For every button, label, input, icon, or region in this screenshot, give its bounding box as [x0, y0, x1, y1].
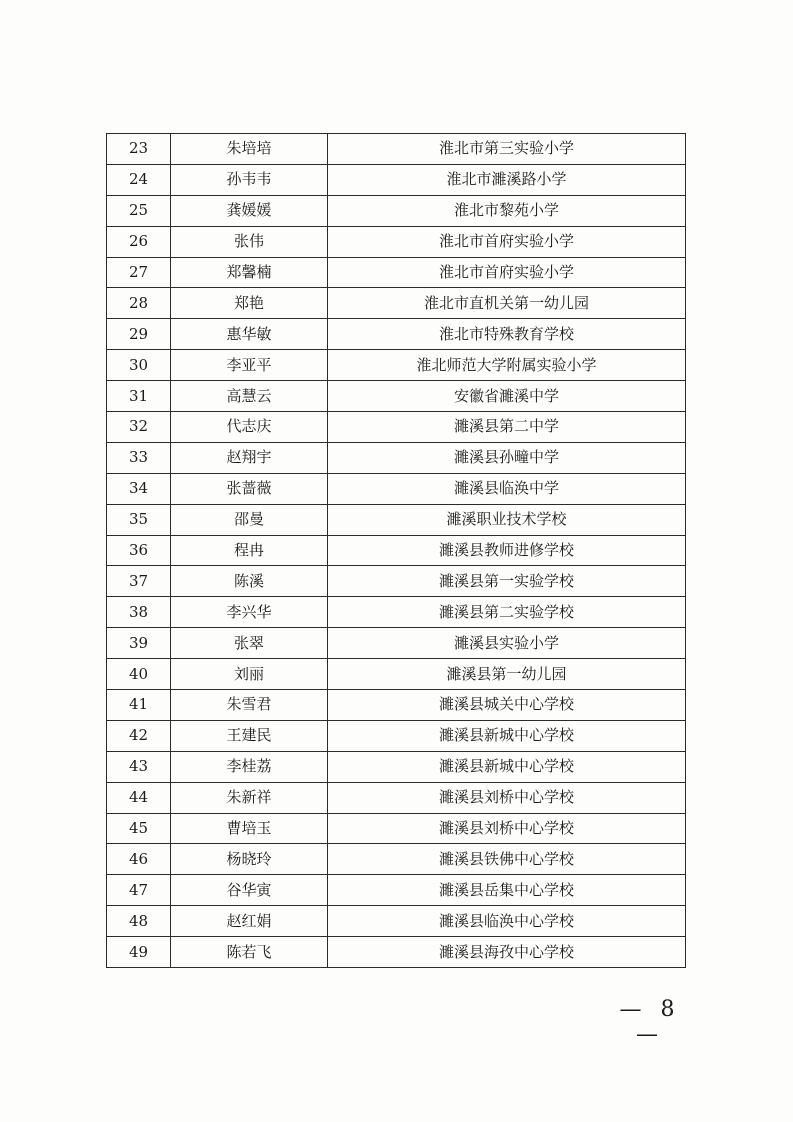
name-cell: 陈若飞	[171, 937, 328, 968]
table-row	[107, 782, 686, 813]
school-cell: 濉溪县第一实验学校	[328, 566, 686, 597]
row-number-cell: 25	[107, 195, 171, 226]
row-number-cell: 46	[107, 844, 171, 875]
table-row	[107, 442, 686, 473]
table-row	[107, 195, 686, 226]
school-cell: 濉溪县第二中学	[328, 412, 686, 443]
name-cell: 程冉	[171, 535, 328, 566]
table-row	[107, 906, 686, 937]
row-number-cell: 44	[107, 782, 171, 813]
row-number-cell: 37	[107, 566, 171, 597]
row-number-cell: 24	[107, 164, 171, 195]
table-row	[107, 350, 686, 381]
row-number-cell: 27	[107, 257, 171, 288]
name-cell: 张伟	[171, 226, 328, 257]
name-cell: 邵曼	[171, 504, 328, 535]
row-number-cell: 38	[107, 597, 171, 628]
row-number-cell: 26	[107, 226, 171, 257]
name-cell: 孙韦韦	[171, 164, 328, 195]
school-cell: 濉溪县岳集中心学校	[328, 875, 686, 906]
school-cell: 濉溪县新城中心学校	[328, 720, 686, 751]
table-row	[107, 257, 686, 288]
school-cell: 淮北师范大学附属实验小学	[328, 350, 686, 381]
row-number-cell: 33	[107, 442, 171, 473]
roster-table-body	[107, 134, 686, 968]
row-number-cell: 39	[107, 628, 171, 659]
name-cell: 惠华敏	[171, 319, 328, 350]
school-cell: 濉溪县第一幼儿园	[328, 659, 686, 690]
name-cell: 王建民	[171, 720, 328, 751]
school-cell: 淮北市首府实验小学	[328, 257, 686, 288]
row-number-cell: 48	[107, 906, 171, 937]
name-cell: 李桂荔	[171, 751, 328, 782]
table-row	[107, 844, 686, 875]
row-number-cell: 32	[107, 412, 171, 443]
name-cell: 曹培玉	[171, 813, 328, 844]
row-number-cell: 28	[107, 288, 171, 319]
table-row	[107, 412, 686, 443]
table-row	[107, 659, 686, 690]
name-cell: 赵红娟	[171, 906, 328, 937]
table-row	[107, 628, 686, 659]
name-cell: 赵翔宇	[171, 442, 328, 473]
row-number-cell: 40	[107, 659, 171, 690]
row-number-cell: 41	[107, 690, 171, 721]
name-cell: 李亚平	[171, 350, 328, 381]
school-cell: 濉溪县铁佛中心学校	[328, 844, 686, 875]
row-number-cell: 23	[107, 134, 171, 165]
name-cell: 龚媛媛	[171, 195, 328, 226]
table-row	[107, 720, 686, 751]
school-cell: 淮北市首府实验小学	[328, 226, 686, 257]
table-row	[107, 690, 686, 721]
table-row	[107, 937, 686, 968]
row-number-cell: 34	[107, 473, 171, 504]
school-cell: 濉溪县教师进修学校	[328, 535, 686, 566]
name-cell: 刘丽	[171, 659, 328, 690]
row-number-cell: 30	[107, 350, 171, 381]
name-cell: 朱雪君	[171, 690, 328, 721]
school-cell: 濉溪县临涣中心学校	[328, 906, 686, 937]
table-row	[107, 473, 686, 504]
table-row	[107, 226, 686, 257]
name-cell: 高慧云	[171, 381, 328, 412]
name-cell: 郑馨楠	[171, 257, 328, 288]
table-row	[107, 875, 686, 906]
row-number-cell: 29	[107, 319, 171, 350]
school-cell: 濉溪县城关中心学校	[328, 690, 686, 721]
school-cell: 濉溪县新城中心学校	[328, 751, 686, 782]
roster-table	[106, 133, 686, 968]
row-number-cell: 42	[107, 720, 171, 751]
school-cell: 濉溪县第二实验学校	[328, 597, 686, 628]
school-cell: 濉溪县临涣中学	[328, 473, 686, 504]
school-cell: 濉溪县海孜中心学校	[328, 937, 686, 968]
name-cell: 朱新祥	[171, 782, 328, 813]
table-row	[107, 134, 686, 165]
table-row	[107, 535, 686, 566]
school-cell: 淮北市黎苑小学	[328, 195, 686, 226]
name-cell: 杨晓玲	[171, 844, 328, 875]
table-row	[107, 566, 686, 597]
name-cell: 陈溪	[171, 566, 328, 597]
table-row	[107, 288, 686, 319]
row-number-cell: 36	[107, 535, 171, 566]
table-row	[107, 319, 686, 350]
name-cell: 郑艳	[171, 288, 328, 319]
name-cell: 代志庆	[171, 412, 328, 443]
name-cell: 朱培培	[171, 134, 328, 165]
row-number-cell: 49	[107, 937, 171, 968]
name-cell: 李兴华	[171, 597, 328, 628]
table-row	[107, 504, 686, 535]
school-cell: 淮北市濉溪路小学	[328, 164, 686, 195]
school-cell: 淮北市第三实验小学	[328, 134, 686, 165]
table-row	[107, 164, 686, 195]
school-cell: 濉溪县刘桥中心学校	[328, 782, 686, 813]
table-row	[107, 813, 686, 844]
page-number: — 8 —	[619, 997, 681, 1047]
row-number-cell: 35	[107, 504, 171, 535]
table-row	[107, 751, 686, 782]
name-cell: 张蔷薇	[171, 473, 328, 504]
school-cell: 安徽省濉溪中学	[328, 381, 686, 412]
row-number-cell: 43	[107, 751, 171, 782]
school-cell: 濉溪县实验小学	[328, 628, 686, 659]
school-cell: 濉溪职业技术学校	[328, 504, 686, 535]
row-number-cell: 47	[107, 875, 171, 906]
table-row	[107, 381, 686, 412]
row-number-cell: 31	[107, 381, 171, 412]
school-cell: 濉溪县刘桥中心学校	[328, 813, 686, 844]
name-cell: 谷华寅	[171, 875, 328, 906]
school-cell: 淮北市直机关第一幼儿园	[328, 288, 686, 319]
table-row	[107, 597, 686, 628]
row-number-cell: 45	[107, 813, 171, 844]
name-cell: 张翠	[171, 628, 328, 659]
school-cell: 淮北市特殊教育学校	[328, 319, 686, 350]
school-cell: 濉溪县孙疃中学	[328, 442, 686, 473]
